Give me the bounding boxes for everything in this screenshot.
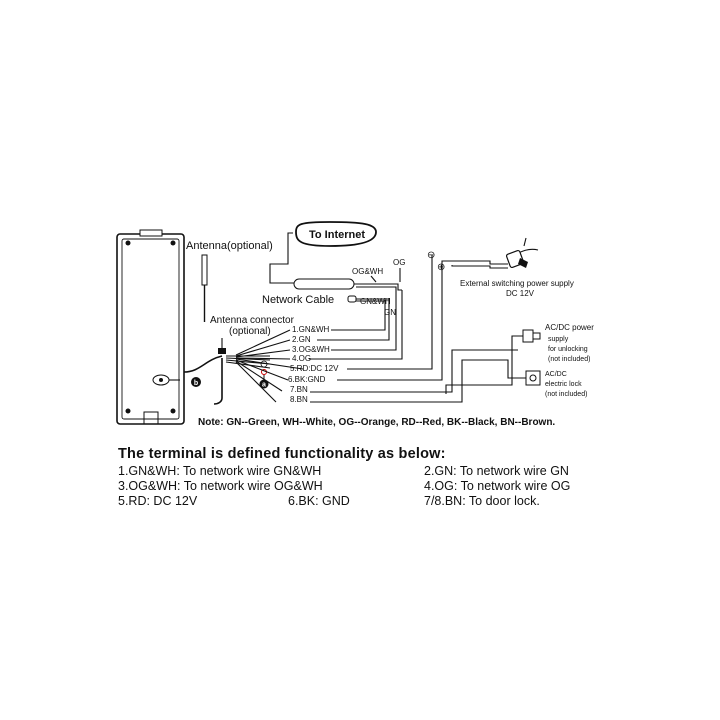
functions-heading: The terminal is defined functionality as below:: [118, 446, 446, 462]
screw-icon: [171, 241, 176, 246]
screw-icon: [171, 409, 176, 414]
marker-a-label: a: [262, 381, 266, 389]
function-6: 6.BK: GND: [288, 494, 350, 508]
terminal-functions: [118, 446, 618, 509]
terminal-2: 2.GN: [292, 335, 311, 344]
unlock-label-1: AC/DC power: [545, 323, 594, 332]
terminal-8: 8.BN: [290, 395, 308, 404]
unlock-label-2: supply: [548, 336, 569, 343]
marker-b-label: b: [193, 380, 199, 387]
antenna-connector-sub: (optional): [229, 326, 271, 337]
function-2: 2.GN: To network wire GN: [424, 464, 569, 478]
function-row: [118, 494, 618, 509]
antenna: [186, 240, 273, 322]
terminal-3: 3.OG&WH: [292, 345, 330, 354]
antenna-label: Antenna(optional): [186, 240, 273, 252]
network-cable-label: Network Cable: [262, 294, 335, 306]
plus-symbol: ⊕: [437, 262, 446, 273]
terminal-6: 6.BK:GND: [288, 375, 326, 384]
function-1: 1.GN&WH: To network wire GN&WH: [118, 464, 322, 478]
network-cable: [262, 258, 405, 317]
wire-og-wh-label: OG&WH: [352, 267, 384, 276]
function-5: 5.RD: DC 12V: [118, 494, 198, 508]
terminal-5: 5.RD:DC 12V: [290, 364, 339, 373]
supply-label-2: DC 12V: [506, 289, 535, 298]
unlock-label-4: (not included): [548, 356, 591, 363]
intercom-unit: [117, 230, 201, 424]
antenna-connector: [210, 315, 295, 354]
supply-label-1: External switching power supply: [460, 279, 574, 288]
terminal-4: 4.OG: [292, 354, 312, 363]
wire-og-label: OG: [393, 258, 406, 267]
wire-gn-wh-label: GN&WH: [360, 297, 391, 306]
lock-label-2: electric lock: [545, 381, 582, 388]
internet-label: To Internet: [308, 229, 366, 241]
function-row: [118, 479, 618, 494]
screw-icon: [126, 241, 131, 246]
function-7: 7/8.BN: To door lock.: [424, 494, 540, 508]
terminal-7: 7.BN: [290, 385, 308, 394]
function-row: [118, 464, 618, 479]
function-3: 3.OG&WH: To network wire OG&WH: [118, 479, 323, 493]
lock-label-1: AC/DC: [545, 371, 567, 378]
electric-lock: [526, 371, 587, 398]
function-4: 4.OG: To network wire OG: [424, 479, 571, 493]
screw-icon: [126, 409, 131, 414]
antenna-connector-label: Antenna connector: [210, 315, 294, 326]
ground-symbol: ⊖: [427, 250, 436, 261]
terminal-1: 1.GN&WH: [292, 325, 330, 334]
external-power-supply: [427, 238, 574, 298]
color-note: Note: GN--Green, WH--White, OG--Orange, RD--Red, BK--Black, BN--Brown.: [198, 417, 556, 428]
lock-icon: [526, 371, 540, 385]
lock-label-3: (not included): [545, 391, 588, 398]
unlock-power-supply: [523, 323, 594, 363]
unlock-label-3: for unlocking: [548, 346, 588, 353]
wire-gn-label: GN: [384, 308, 396, 317]
